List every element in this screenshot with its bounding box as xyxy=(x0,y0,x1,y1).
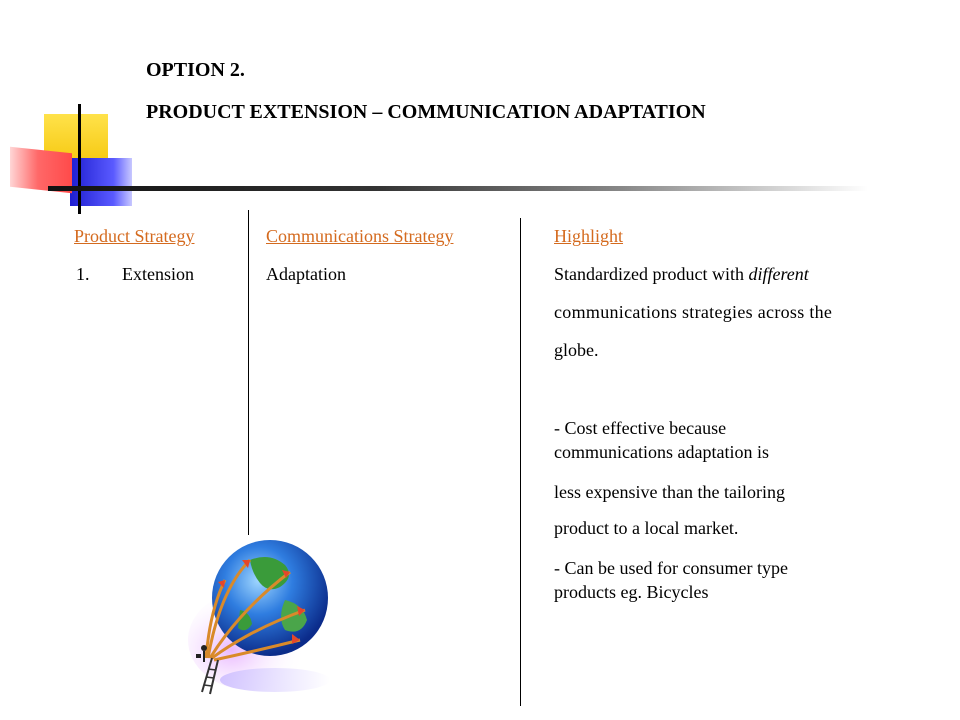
bullet-2-line-1: - Can be used for consumer type xyxy=(554,558,788,578)
bullet-1-line-1: - Cost effective because xyxy=(554,418,727,438)
highlight-emphasis: different xyxy=(748,264,809,284)
bullet-1-line-4: product to a local market. xyxy=(554,518,739,538)
highlight-line-2: communications strategies across the xyxy=(554,302,833,322)
page-title: PRODUCT EXTENSION – COMMUNICATION ADAPTATION xyxy=(146,101,706,123)
bullet-1-line-3: less expensive than the tailoring xyxy=(554,482,785,502)
row-number: 1. xyxy=(76,264,90,284)
header-product-strategy[interactable]: Product Strategy xyxy=(74,226,195,246)
communication-adaptation: Adaptation xyxy=(266,264,346,284)
title-option: OPTION 2. xyxy=(146,59,245,81)
title-divider xyxy=(48,186,868,191)
highlight-line-3: globe. xyxy=(554,340,599,360)
highlight-line-1-text: Standardized product with xyxy=(554,264,749,284)
highlight-line-1 xyxy=(554,264,809,285)
header-communications-strategy[interactable]: Communications Strategy xyxy=(266,226,454,246)
vertical-bar xyxy=(78,104,81,214)
column-divider-2 xyxy=(520,218,521,706)
bullet-2-line-2: products eg. Bicycles xyxy=(554,582,709,602)
header-highlight[interactable]: Highlight xyxy=(554,226,624,246)
bullet-1-line-2: communications adaptation is xyxy=(554,442,769,462)
column-divider-1 xyxy=(248,210,249,535)
globe-clipart-icon xyxy=(180,530,340,700)
product-extension: Extension xyxy=(122,264,194,284)
corner-decoration xyxy=(0,100,140,220)
